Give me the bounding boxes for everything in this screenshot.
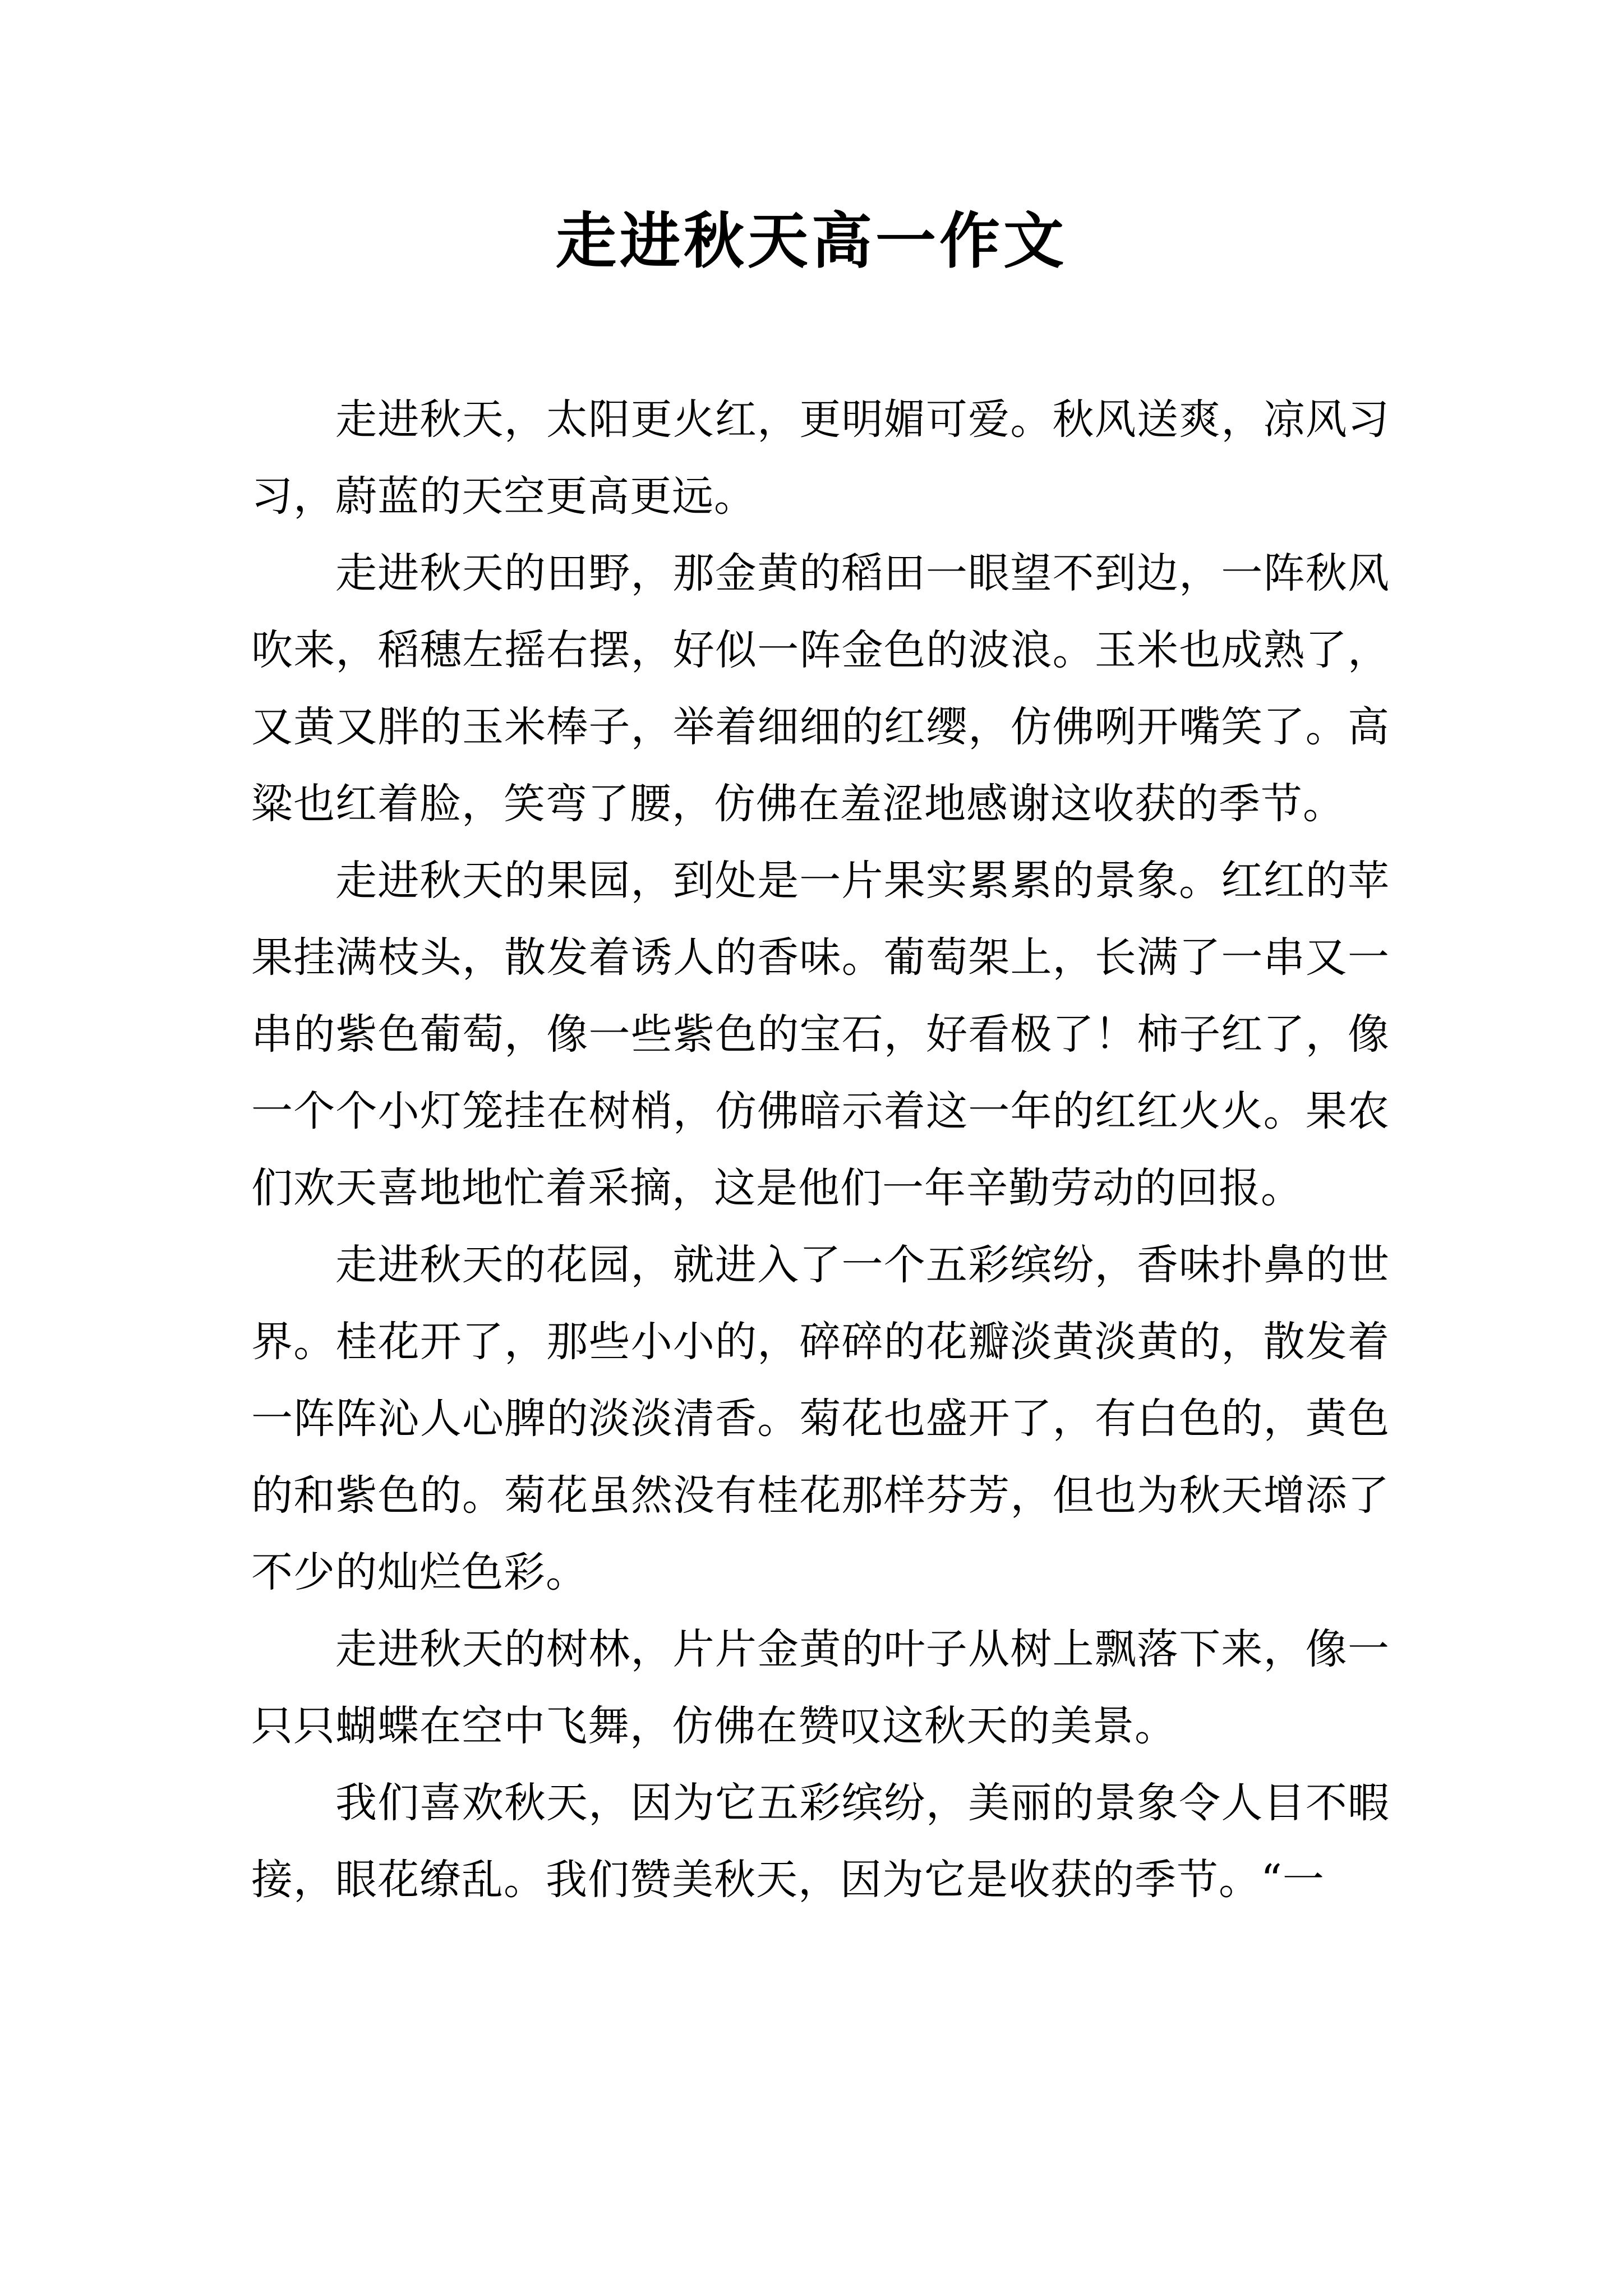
paragraph: 我们喜欢秋天，因为它五彩缤纷，美丽的景象令人目不暇接，眼花缭乱。我们赞美秋天，因为它是收获的季节。“一	[251, 1779, 1390, 1904]
document-body	[251, 381, 1390, 1918]
paragraph: 走进秋天的田野，那金黄的稻田一眼望不到边，一阵秋风吹来，稻穗左摇右摆，好似一阵金色的波浪。玉米也成熟了，又黄又胖的玉米棒子，举着细细的红缨，仿佛咧开嘴笑了。高粱也红着脸，笑弯了腰，仿佛在羞涩地感谢这收获的季节。	[251, 549, 1390, 828]
paragraph: 走进秋天，太阳更火红，更明媚可爱。秋风送爽，凉风习习，蔚蓝的天空更高更远。	[251, 395, 1390, 521]
paragraph: 走进秋天的果园，到处是一片果实累累的景象。红红的苹果挂满枝头，散发着诱人的香味。葡萄架上，长满了一串又一串的紫色葡萄，像一些紫色的宝石，好看极了！柿子红了，像一个个小灯笼挂在树梢，仿佛暗示着这一年的红红火火。果农们欢天喜地地忙着采摘，这是他们一年辛勤劳动的回报。	[251, 857, 1390, 1212]
paragraph: 走进秋天的树林，片片金黄的叶子从树上飘落下来，像一只只蝴蝶在空中飞舞，仿佛在赞叹这秋天的美景。	[251, 1625, 1390, 1750]
paragraph: 走进秋天的花园，就进入了一个五彩缤纷，香味扑鼻的世界。桂花开了，那些小小的，碎碎的花瓣淡黄淡黄的，散发着一阵阵沁人心脾的淡淡清香。菊花也盛开了，有白色的，黄色的和紫色的。菊花虽然没有桂花那样芬芳，但也为秋天增添了不少的灿烂色彩。	[251, 1241, 1390, 1596]
document-title: 走进秋天高一作文	[555, 206, 1067, 277]
